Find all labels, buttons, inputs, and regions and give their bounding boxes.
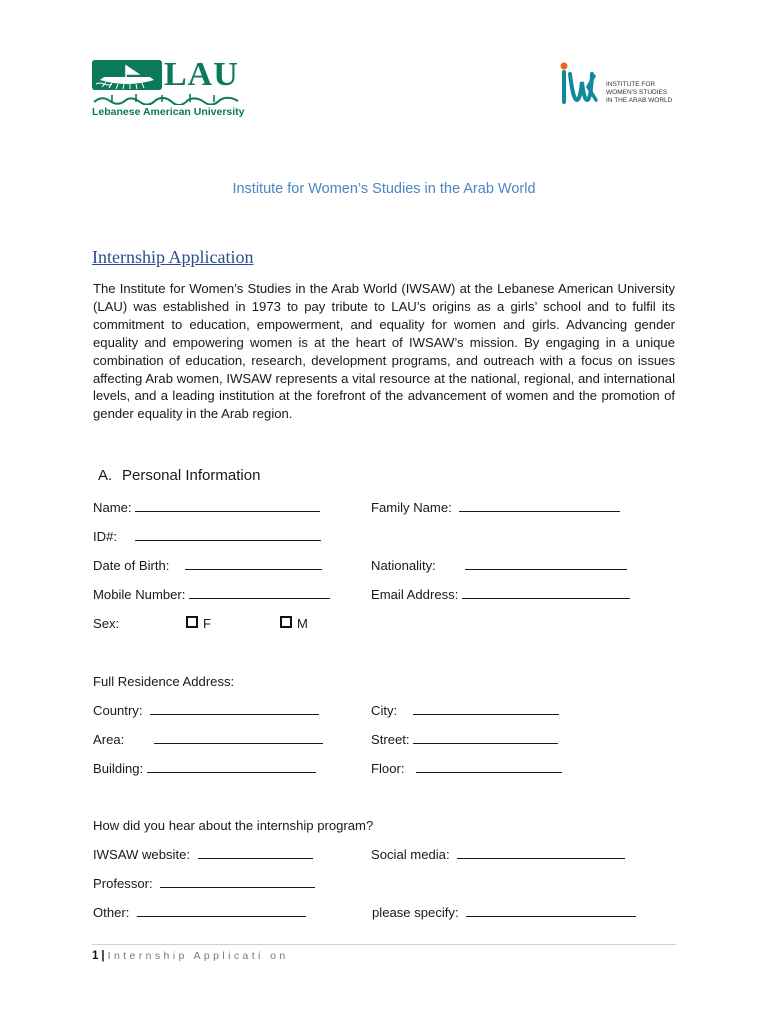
section-a-letter: A. [98, 467, 113, 484]
country-field [93, 703, 319, 718]
lau-logo [92, 56, 245, 118]
country-input-line[interactable] [150, 703, 319, 715]
name-label: Name: [93, 500, 132, 515]
city-label: City: [371, 703, 398, 718]
nationality-input-line[interactable] [465, 558, 627, 570]
dob-input-line[interactable] [185, 558, 322, 570]
section-a-title: Personal Information [122, 467, 261, 484]
section-a-heading [98, 467, 260, 484]
other-field [93, 905, 306, 920]
professor-input-line[interactable] [160, 876, 315, 888]
sex-label: Sex: [93, 616, 120, 631]
id-field [93, 529, 321, 544]
footer-separator: | [101, 950, 105, 962]
name-input-line[interactable] [135, 500, 320, 512]
sex-option-f[interactable] [186, 616, 211, 631]
mobile-field [93, 587, 330, 602]
sex-f-label: F [203, 616, 211, 631]
lau-english-name: Lebanese American University [92, 106, 245, 118]
sex-option-m[interactable] [280, 616, 308, 631]
other-input-line[interactable] [137, 905, 306, 917]
email-input-line[interactable] [462, 587, 630, 599]
other-label: Other: [93, 905, 130, 920]
page-footer [92, 950, 289, 962]
iwsaw-website-label: IWSAW website: [93, 847, 191, 862]
social-media-field [371, 847, 625, 862]
nationality-field [371, 558, 627, 573]
professor-label: Professor: [93, 876, 153, 891]
name-field [93, 500, 320, 515]
nationality-label: Nationality: [371, 558, 436, 573]
family-name-label: Family Name: [371, 500, 452, 515]
iwsaw-website-field [93, 847, 313, 862]
iwsaw-emblem [558, 60, 600, 106]
lau-ship-emblem [92, 60, 162, 90]
email-field [371, 587, 630, 602]
intro-paragraph: The Institute for Women’s Studies in the Arab World (IWSAW) at the Lebanese American University (LAU) was established in 1973 to pay tribute to LAU’s origins as a girls’ school and to fulfil its commitment to education, empowerment, and equality for women and girls. Advancing gender equality and empowering women is at the heart of IWSAW’s mission. By engaging in a unique combination of education, research, development programs, and outreach with a focus on issues affecting Arab women, IWSAW represents a vital resource at the national, regional, and international levels, and a leading institution at the forefront of the advancement of women and the promotion of gender equality in the Arab region. [93, 281, 675, 422]
street-label: Street: [371, 732, 410, 747]
sex-m-label: M [297, 616, 308, 631]
mobile-label: Mobile Number: [93, 587, 186, 602]
area-label: Area: [93, 732, 125, 747]
city-input-line[interactable] [413, 703, 559, 715]
footer-label: Internship Applicati on [107, 950, 289, 962]
iwsaw-logo-text [606, 81, 686, 105]
lau-abbreviation: LAU [164, 56, 239, 93]
area-field [93, 732, 323, 747]
floor-input-line[interactable] [416, 761, 562, 773]
please-specify-label: please specify: [372, 905, 459, 920]
email-label: Email Address: [371, 587, 459, 602]
id-input-line[interactable] [135, 529, 321, 541]
social-media-input-line[interactable] [457, 847, 625, 859]
dob-label: Date of Birth: [93, 558, 170, 573]
iwsaw-logo-line-3: IN THE ARAB WORLD [606, 97, 673, 104]
institute-title: Institute for Women’s Studies in the Arab World [232, 181, 536, 197]
street-field [371, 732, 558, 747]
country-label: Country: [93, 703, 143, 718]
social-media-label: Social media: [371, 847, 450, 862]
id-label: ID#: [93, 529, 118, 544]
iwsaw-logo [558, 60, 678, 110]
professor-field [93, 876, 315, 891]
area-input-line[interactable] [154, 732, 323, 744]
family-name-field [371, 500, 620, 515]
iwsaw-logo-line-1: INSTITUTE FOR [606, 81, 656, 88]
footer-divider [92, 944, 676, 945]
full-address-label: Full Residence Address: [93, 674, 235, 689]
please-specify-field [372, 905, 636, 920]
building-input-line[interactable] [147, 761, 316, 773]
building-field [93, 761, 316, 776]
floor-label: Floor: [371, 761, 405, 776]
city-field [371, 703, 559, 718]
mobile-input-line[interactable] [189, 587, 330, 599]
family-name-input-line[interactable] [459, 500, 620, 512]
hear-question: How did you hear about the internship program? [93, 818, 374, 833]
floor-field [371, 761, 562, 776]
building-label: Building: [93, 761, 144, 776]
iwsaw-website-input-line[interactable] [198, 847, 313, 859]
iwsaw-logo-line-2: WOMEN'S STUDIES [606, 89, 668, 96]
document-title: Internship Application [92, 247, 254, 267]
sex-m-checkbox[interactable] [280, 616, 292, 628]
sex-f-checkbox[interactable] [186, 616, 198, 628]
lau-arabic-name [92, 92, 242, 104]
page-number: 1 [92, 950, 99, 962]
dob-field [93, 558, 322, 573]
street-input-line[interactable] [413, 732, 558, 744]
please-specify-input-line[interactable] [466, 905, 636, 917]
